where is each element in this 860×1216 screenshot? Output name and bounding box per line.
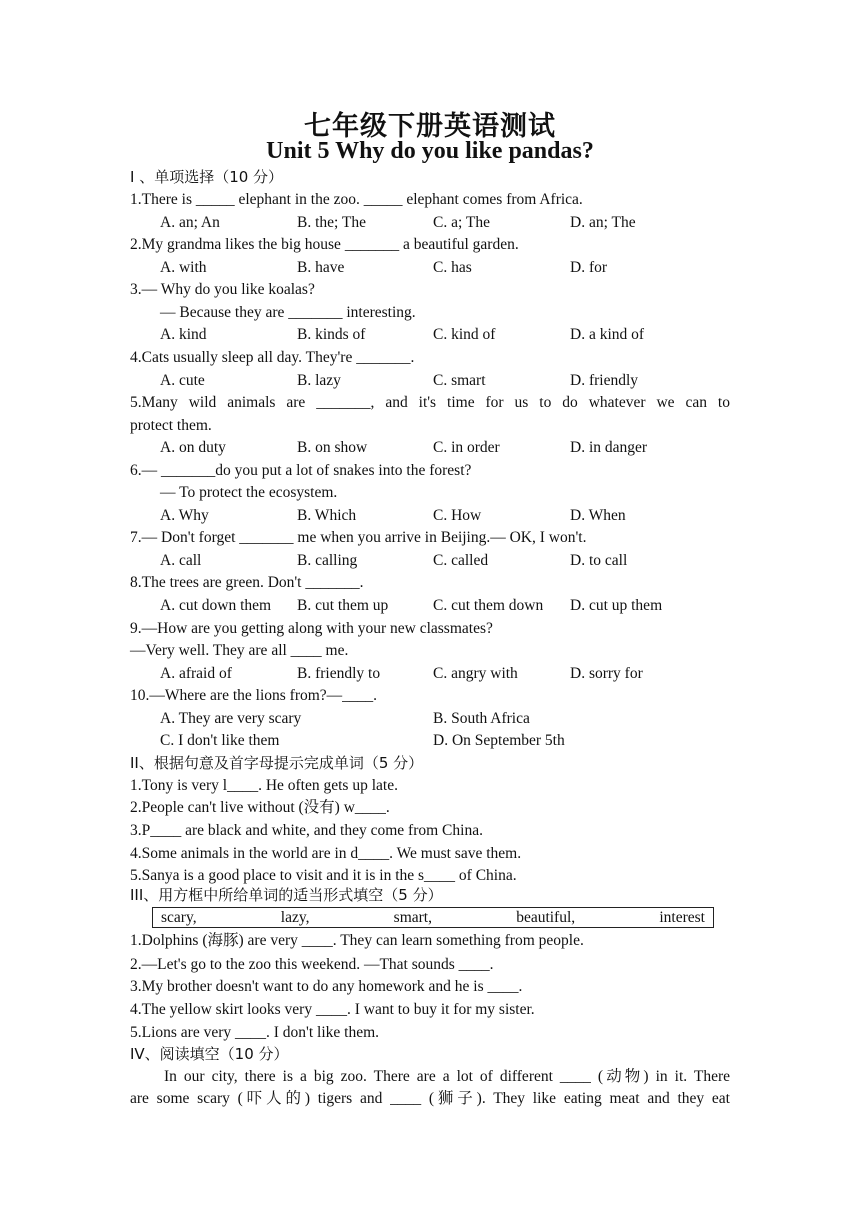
spelling-item: 2.People can't live without (没有) w____. <box>130 799 390 816</box>
question-stem: 3.— Why do you like koalas? <box>130 281 315 298</box>
spelling-item: 3.P____ are black and white, and they come from China. <box>130 822 483 839</box>
option-b: B. on show <box>297 439 368 456</box>
spelling-item: 1.Tony is very l____. He often gets up late. <box>130 777 398 794</box>
fill-item: 1.Dolphins (海豚) are very ____. They can learn something from people. <box>130 932 584 949</box>
option-c: C. I don't like them <box>160 732 280 749</box>
option-b: B. friendly to <box>297 665 381 682</box>
fill-item: 4.The yellow skirt looks very ____. I want to buy it for my sister. <box>130 1001 535 1018</box>
question-stem: 10.—Where are the lions from?—____. <box>130 687 378 704</box>
question-stem: 1.There is _____ elephant in the zoo. _____ elephant comes from Africa. <box>130 191 583 208</box>
question-stem: 5.Many wild animals are _______, and it's time for us to do whatever we can to <box>130 394 730 411</box>
word-box-item: scary, <box>161 908 197 926</box>
question-stem-continued: — To protect the ecosystem. <box>160 484 338 501</box>
option-a: A. an; An <box>160 214 220 231</box>
option-a: A. They are very scary <box>160 710 302 727</box>
option-d: D. cut up them <box>570 597 663 614</box>
question-stem-continued: protect them. <box>130 417 212 434</box>
option-c: C. angry with <box>433 665 518 682</box>
question-stem-continued: —Very well. They are all ____ me. <box>130 642 349 659</box>
option-a: A. on duty <box>160 439 226 456</box>
option-c: C. in order <box>433 439 500 456</box>
option-c: C. a; The <box>433 214 490 231</box>
option-b: B. the; The <box>297 214 367 231</box>
question-stem: 9.—How are you getting along with your new classmates? <box>130 620 493 637</box>
word-box-item: interest <box>659 908 705 926</box>
option-d: D. When <box>570 507 626 524</box>
option-c: C. How <box>433 507 482 524</box>
option-d: D. friendly <box>570 372 639 389</box>
option-b: B. calling <box>297 552 358 569</box>
option-a: A. cute <box>160 372 205 389</box>
option-c: C. kind of <box>433 326 496 343</box>
option-d: D. a kind of <box>570 326 645 343</box>
option-b: B. cut them up <box>297 597 389 614</box>
word-box-item: beautiful, <box>516 908 576 926</box>
option-a: A. cut down them <box>160 597 272 614</box>
option-d: D. On September 5th <box>433 732 565 749</box>
option-d: D. for <box>570 259 608 276</box>
fill-item: 2.—Let's go to the zoo this weekend. —That sounds ____. <box>130 956 494 973</box>
section-heading-1: I 、单项选择（10 分） <box>130 168 284 186</box>
option-a: A. kind <box>160 326 207 343</box>
option-a: A. afraid of <box>160 665 232 682</box>
spelling-item: 5.Sanya is a good place to visit and it is in the s____ of China. <box>130 867 517 884</box>
section-heading-2: II、根据句意及首字母提示完成单词（5 分） <box>130 754 424 772</box>
page-subtitle: Unit 5 Why do you like pandas? <box>266 138 594 164</box>
question-stem: 6.— _______do you put a lot of snakes into the forest? <box>130 462 472 479</box>
option-d: D. sorry for <box>570 665 643 682</box>
option-b: B. kinds of <box>297 326 366 343</box>
fill-item: 5.Lions are very ____. I don't like them. <box>130 1024 380 1041</box>
option-c: C. has <box>433 259 472 276</box>
option-a: A. call <box>160 552 202 569</box>
page-title: 七年级下册英语测试 <box>304 111 556 142</box>
question-stem: 7.— Don't forget _______ me when you arrive in Beijing.— OK, I won't. <box>130 529 587 546</box>
section-heading-3: III、用方框中所给单词的适当形式填空（5 分） <box>130 886 443 904</box>
option-b: B. have <box>297 259 345 276</box>
question-stem: 4.Cats usually sleep all day. They're _______. <box>130 349 415 366</box>
option-c: C. called <box>433 552 489 569</box>
option-c: C. smart <box>433 372 486 389</box>
option-d: D. in danger <box>570 439 648 456</box>
option-b: B. lazy <box>297 372 341 389</box>
word-box <box>152 907 714 928</box>
reading-paragraph-line: are some scary (吓人的) tigers and ____ (狮子). They like eating meat and they eat <box>130 1090 730 1107</box>
option-d: D. to call <box>570 552 628 569</box>
spelling-item: 4.Some animals in the world are in d____. We must save them. <box>130 845 522 862</box>
option-c: C. cut them down <box>433 597 544 614</box>
reading-paragraph-line: In our city, there is a big zoo. There are a lot of different ____ (动物) in it. There <box>164 1068 730 1085</box>
option-d: D. an; The <box>570 214 636 231</box>
fill-item: 3.My brother doesn't want to do any homework and he is ____. <box>130 978 523 995</box>
question-stem: 8.The trees are green. Don't _______. <box>130 574 364 591</box>
section-heading-4: IV、阅读填空（10 分） <box>130 1045 289 1063</box>
option-b: B. South Africa <box>433 710 530 727</box>
option-b: B. Which <box>297 507 357 524</box>
word-box-item: lazy, <box>280 908 310 926</box>
question-stem: 2.My grandma likes the big house _______ a beautiful garden. <box>130 236 519 253</box>
option-a: A. with <box>160 259 207 276</box>
word-box-item: smart, <box>393 908 432 926</box>
question-stem-continued: — Because they are _______ interesting. <box>160 304 416 321</box>
option-a: A. Why <box>160 507 209 524</box>
